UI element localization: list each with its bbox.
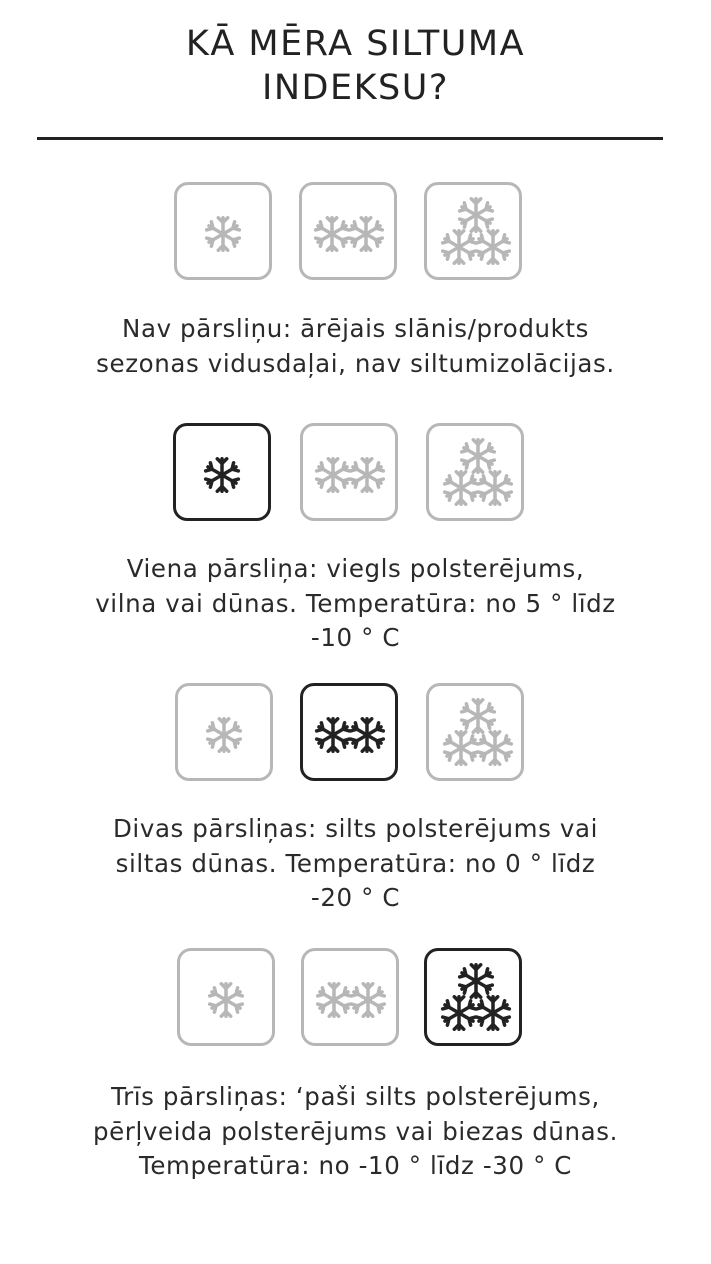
two-snowflakes-box bbox=[300, 683, 398, 781]
description-line: vilna vai dūnas. Temperatūra: no 5 ° līdz bbox=[95, 588, 616, 618]
one-snowflake-box bbox=[174, 182, 272, 280]
two-snowflakes-box bbox=[300, 423, 398, 521]
two-snowflakes-icon bbox=[303, 686, 395, 778]
three-snowflakes-box bbox=[426, 423, 524, 521]
two-snowflakes-box bbox=[301, 948, 399, 1046]
one-snowflake-box bbox=[173, 423, 271, 521]
description-line: sezonas vidusdaļai, nav siltumizolācijas. bbox=[96, 348, 615, 378]
warmth-level-row-2 bbox=[0, 683, 711, 787]
two-snowflakes-icon bbox=[302, 185, 394, 277]
warmth-level-description-0 bbox=[20, 312, 691, 381]
warmth-level-row-3 bbox=[0, 948, 711, 1052]
description-line: Divas pārsliņas: silts polsterējums vai bbox=[112, 814, 599, 843]
two-snowflakes-icon bbox=[303, 426, 395, 518]
one-snowflake-box bbox=[177, 948, 275, 1046]
three-snowflakes-box bbox=[424, 182, 522, 280]
description-line: Nav pārsliņu: ārējais slānis/produkts bbox=[122, 314, 589, 343]
warmth-level-row-1 bbox=[0, 423, 711, 527]
page-title-line-1: KĀ MĒRA SILTUMA bbox=[185, 24, 526, 64]
two-snowflakes-icon bbox=[304, 951, 396, 1043]
description-line: -20 ° C bbox=[310, 883, 401, 912]
three-snowflakes-icon bbox=[429, 686, 521, 778]
warmth-level-description-3 bbox=[20, 1080, 691, 1184]
page-title-line-2: INDEKSU? bbox=[262, 68, 449, 108]
snowflake-icon bbox=[178, 686, 270, 778]
warmth-level-row-0 bbox=[0, 182, 711, 286]
description-line: Temperatūra: no -10 ° līdz -30 ° C bbox=[138, 1151, 573, 1180]
page-title bbox=[0, 22, 711, 110]
description-line: pērļveida polsterējums vai biezas dūnas. bbox=[92, 1116, 619, 1146]
three-snowflakes-box bbox=[426, 683, 524, 781]
three-snowflakes-box bbox=[424, 948, 522, 1046]
snowflake-icon bbox=[180, 951, 272, 1043]
warmth-level-description-1 bbox=[20, 552, 691, 656]
one-snowflake-box bbox=[175, 683, 273, 781]
three-snowflakes-icon bbox=[429, 426, 521, 518]
three-snowflakes-icon bbox=[427, 951, 519, 1043]
three-snowflakes-icon bbox=[427, 185, 519, 277]
title-divider bbox=[37, 137, 663, 140]
warmth-level-description-2 bbox=[20, 812, 691, 916]
two-snowflakes-box bbox=[299, 182, 397, 280]
description-line: Trīs pārsliņas: ‘paši silts polsterējums, bbox=[111, 1082, 600, 1111]
snowflake-icon bbox=[177, 185, 269, 277]
description-line: Viena pārsliņa: viegls polsterējums, bbox=[126, 554, 585, 583]
snowflake-icon bbox=[176, 426, 268, 518]
description-line: -10 ° C bbox=[310, 623, 401, 652]
description-line: siltas dūnas. Temperatūra: no 0 ° līdz bbox=[115, 848, 596, 878]
